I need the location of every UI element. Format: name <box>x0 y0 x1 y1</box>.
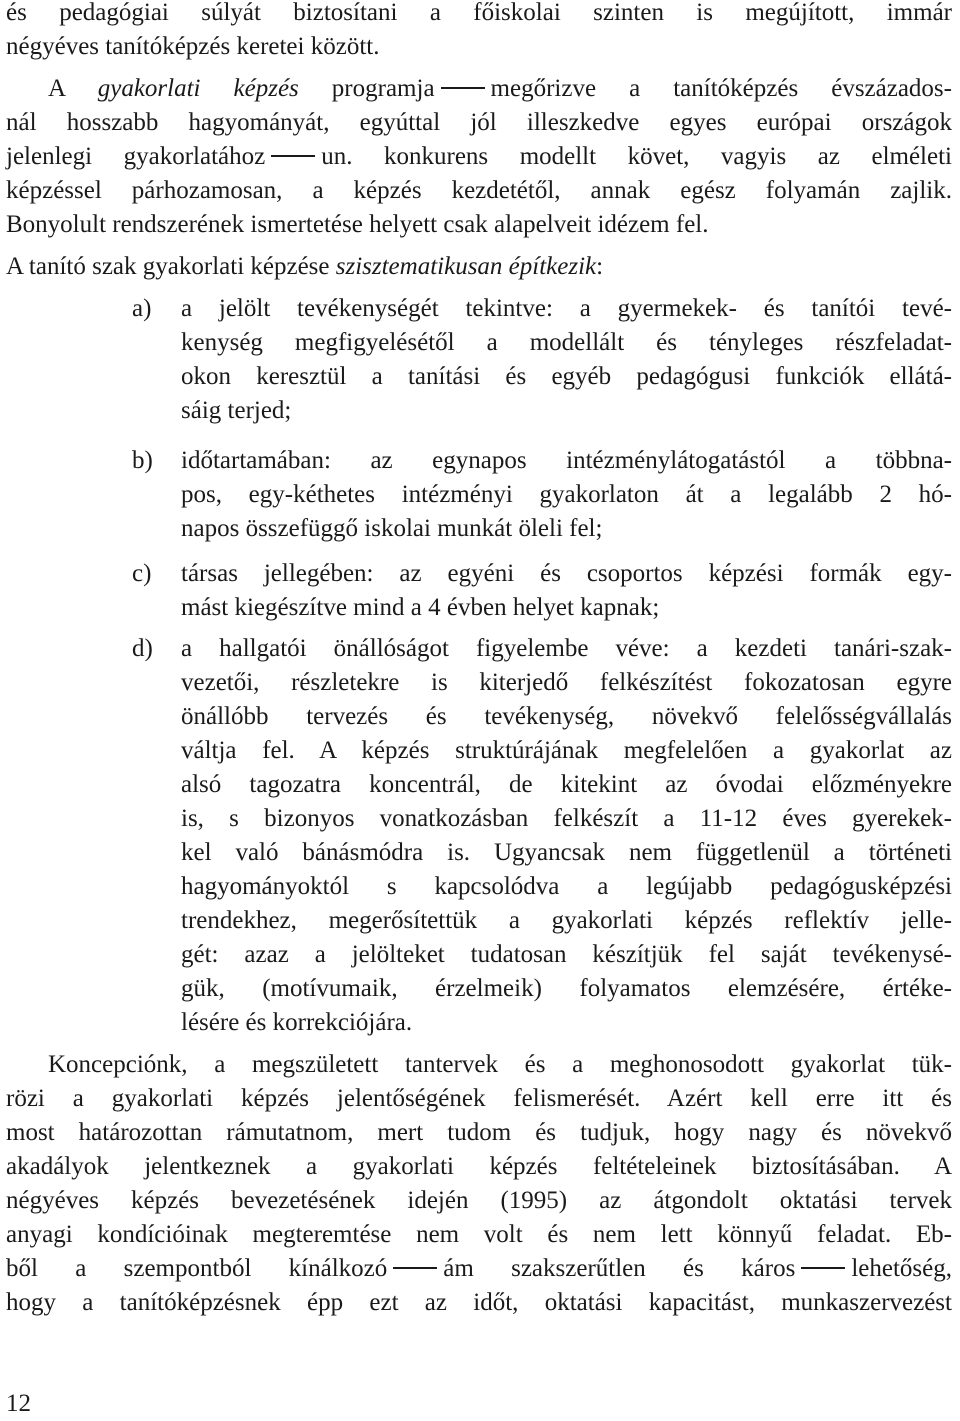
list-item-c: c) társas jellegében: az egyéni és csoportos képzési formák egy- <box>132 557 952 591</box>
page-number: 12 <box>6 1390 31 1417</box>
text-line: trendekhez, megerősítettük a gyakorlati képzés reflektív jelle- <box>181 907 952 934</box>
list-item-d: d) a hallgatói önállóságot figyelembe véve: a kezdeti tanári-szak- <box>132 632 952 666</box>
text-line: hogy a tanítóképzésnek épp ezt az időt, oktatási kapacitást, munkaszervezést <box>6 1289 952 1316</box>
text-line: alsó tagozatra koncentrál, de kitekint az óvodai előzményekre <box>181 771 952 798</box>
text-line: anyagi kondícióinak megteremtése nem volt és nem lett könnyű feladat. Eb- <box>6 1221 952 1248</box>
em-dash <box>393 1267 437 1269</box>
em-dash <box>271 155 315 157</box>
text-line: lésére és korrekciójára. <box>181 1009 413 1036</box>
text-line: okon keresztül a tanítási és egyéb pedagógusi funkciók ellátá- <box>181 363 952 390</box>
list-label: a) <box>132 295 152 322</box>
text-line: önállóbb tervezés és tevékenység, növekvő felelősségvállalás <box>181 703 952 730</box>
text-line: napos összefüggő iskolai munkát öleli fel; <box>181 515 603 542</box>
text-line: és pedagógiai súlyát biztosítani a főiskolai szinten is megújított, immár <box>6 0 952 26</box>
text-line: ből a szempontból kínálkozó ám szakszerűtlen és káros lehetőség, <box>6 1255 952 1282</box>
text-line: pos, egy-kéthetes intézményi gyakorlaton át a legalább 2 hó- <box>181 481 952 508</box>
text-line: akadályok jelentkeznek a gyakorlati képzés feltételeinek biztosításában. A <box>6 1153 952 1180</box>
list-item-b: b) időtartamában: az egynapos intézménylátogatástól a többna- <box>132 444 952 478</box>
emphasis: gyakorlati képzés <box>97 75 299 102</box>
text-line: most határozottan rámutatnom, mert tudom és tudjuk, hogy nagy és növekvő <box>6 1119 952 1146</box>
text-line: kel való bánásmódra is. Ugyancsak nem függetlenül a történeti <box>181 839 952 866</box>
em-dash <box>801 1267 845 1269</box>
text-line: négyéves képzés bevezetésének idején (1995) az átgondolt oktatási tervek <box>6 1187 952 1214</box>
list-label: d) <box>132 635 153 662</box>
text-line: A gyakorlati képzés programja megőrizve a tanítóképzés évszázados- <box>48 75 952 102</box>
text-line: Koncepciónk, a megszületett tantervek és a meghonosodott gyakorlat tük- <box>48 1051 952 1078</box>
text-line: jelenlegi gyakorlatához un. konkurens modellt követ, vagyis az elméleti <box>6 143 952 170</box>
em-dash <box>441 87 485 89</box>
text-line: mást kiegészítve mind a 4 évben helyet kapnak; <box>181 594 660 621</box>
text-line: gük, (motívumaik, érzelmeik) folyamatos elemzésére, értéke- <box>181 975 952 1002</box>
list-item-a: a) a jelölt tevékenységét tekintve: a gyermekek- és tanítói tevé- <box>132 292 952 326</box>
emphasis: szisztematikusan építkezik <box>335 253 597 280</box>
text-line: Bonyolult rendszerének ismertetése helyett csak alapelveit idézem fel. <box>6 211 709 238</box>
text-line: hagyományoktól s kapcsolódva a legújabb pedagógusképzési <box>181 873 952 900</box>
text-line: vezetői, részletekre is kiterjedő felkészítést fokozatosan egyre <box>181 669 952 696</box>
text-line: is, s bizonyos vonatkozásban felkészít a 11-12 éves gyerekek- <box>181 805 952 832</box>
text-line: képzéssel párhozamosan, a képzés kezdetétől, annak egész folyamán zajlik. <box>6 177 952 204</box>
text-line: váltja fel. A képzés struktúrájának megfelelően a gyakorlat az <box>181 737 952 764</box>
text-line: gét: azaz a jelölteket tudatosan készítjük fel saját tevékenysé- <box>181 941 952 968</box>
text-line: nál hosszabb hagyományát, egyúttal jól illeszkedve egyes európai országok <box>6 109 952 136</box>
text-line: A tanító szak gyakorlati képzése szisztematikusan építkezik: <box>6 253 604 280</box>
text-line: négyéves tanítóképzés keretei között. <box>6 33 380 60</box>
list-label: b) <box>132 447 153 474</box>
text-line: kenység megfigyelésétől a modellált és tényleges részfeladat- <box>181 329 952 356</box>
list-label: c) <box>132 560 152 587</box>
text-line: sáig terjed; <box>181 397 292 424</box>
text-line: rözi a gyakorlati képzés jelentőségének felismerését. Azért kell erre itt és <box>6 1085 952 1112</box>
